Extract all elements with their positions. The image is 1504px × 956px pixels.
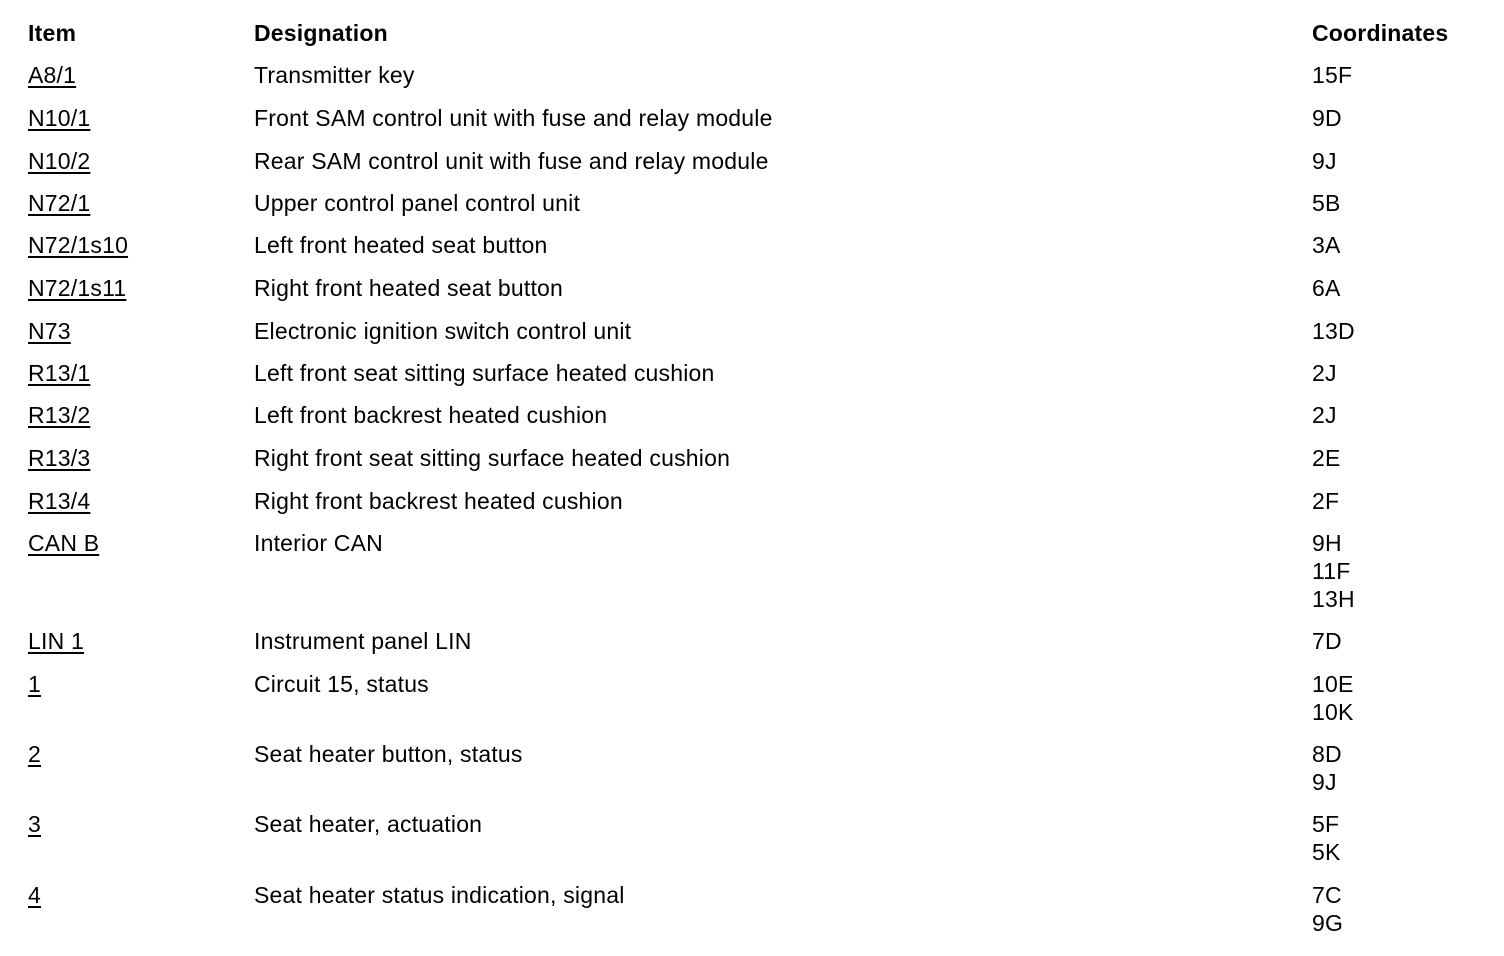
designation-text: Left front backrest heated cushion bbox=[254, 402, 608, 428]
coordinate-value: 10K bbox=[1312, 699, 1354, 725]
item-link-n10-1[interactable]: N10/1 bbox=[28, 105, 91, 131]
coordinate-value: 13D bbox=[1312, 318, 1355, 344]
table-row bbox=[0, 317, 1504, 357]
coordinates-cell bbox=[1312, 487, 1339, 515]
coordinate-value: 15F bbox=[1312, 62, 1353, 88]
coordinate-value: 2J bbox=[1312, 402, 1337, 428]
designation-text: Seat heater status indication, signal bbox=[254, 882, 625, 908]
item-link-n73[interactable]: N73 bbox=[28, 318, 71, 344]
item-link-3[interactable]: 3 bbox=[28, 811, 41, 837]
coordinate-value: 7D bbox=[1312, 628, 1342, 654]
item-link-lin-1[interactable]: LIN 1 bbox=[28, 628, 84, 654]
coordinates-cell bbox=[1312, 627, 1342, 655]
coordinate-value: 10E bbox=[1312, 671, 1354, 697]
coordinates-cell bbox=[1312, 529, 1355, 613]
designation-text: Seat heater button, status bbox=[254, 741, 523, 767]
coordinate-value: 3A bbox=[1312, 232, 1341, 258]
table-row bbox=[0, 444, 1504, 484]
header-coordinates: Coordinates bbox=[1312, 20, 1449, 46]
designation-text: Seat heater, actuation bbox=[254, 811, 483, 837]
coordinate-value: 11F bbox=[1312, 558, 1351, 584]
coordinates-cell bbox=[1312, 317, 1355, 345]
coordinate-value: 9J bbox=[1312, 148, 1337, 174]
designation-text: Electronic ignition switch control unit bbox=[254, 318, 632, 344]
coordinates-cell bbox=[1312, 274, 1341, 302]
designation-text: Rear SAM control unit with fuse and relay module bbox=[254, 148, 769, 174]
table-row bbox=[0, 359, 1504, 399]
table-row bbox=[0, 104, 1504, 144]
item-link-n72-1s11[interactable]: N72/1s11 bbox=[28, 275, 127, 301]
table-row bbox=[0, 231, 1504, 271]
coordinate-value: 2E bbox=[1312, 445, 1341, 471]
coordinate-value: 2F bbox=[1312, 488, 1340, 514]
coordinate-value: 6A bbox=[1312, 275, 1341, 301]
coordinates-cell bbox=[1312, 881, 1343, 937]
coordinates-cell bbox=[1312, 147, 1337, 175]
coordinate-value: 13H bbox=[1312, 586, 1355, 612]
coordinates-cell bbox=[1312, 810, 1341, 866]
item-link-n72-1s10[interactable]: N72/1s10 bbox=[28, 232, 129, 258]
coordinate-value: 9G bbox=[1312, 910, 1344, 936]
table-row bbox=[0, 189, 1504, 229]
coordinate-value: 9J bbox=[1312, 769, 1337, 795]
coordinates-cell bbox=[1312, 61, 1352, 89]
item-link-r13-3[interactable]: R13/3 bbox=[28, 445, 91, 471]
coordinate-value: 7C bbox=[1312, 882, 1342, 908]
designation-text: Front SAM control unit with fuse and relay module bbox=[254, 105, 773, 131]
designation-text: Right front backrest heated cushion bbox=[254, 488, 623, 514]
designation-text: Right front heated seat button bbox=[254, 275, 564, 301]
coordinates-cell bbox=[1312, 231, 1341, 259]
coordinate-value: 5F bbox=[1312, 811, 1340, 837]
designation-text: Right front seat sitting surface heated cushion bbox=[254, 445, 731, 471]
coordinates-cell bbox=[1312, 670, 1354, 726]
table-row bbox=[0, 670, 1504, 730]
table-row bbox=[0, 401, 1504, 441]
coordinates-cell bbox=[1312, 104, 1342, 132]
designation-text: Circuit 15, status bbox=[254, 671, 429, 697]
designation-text: Left front seat sitting surface heated cushion bbox=[254, 360, 715, 386]
table-row bbox=[0, 881, 1504, 941]
item-link-r13-2[interactable]: R13/2 bbox=[28, 402, 91, 428]
coordinates-cell bbox=[1312, 444, 1341, 472]
designation-text: Interior CAN bbox=[254, 530, 383, 556]
coordinate-value: 8D bbox=[1312, 741, 1342, 767]
table-row bbox=[0, 627, 1504, 667]
coordinate-value: 5K bbox=[1312, 839, 1341, 865]
item-link-4[interactable]: 4 bbox=[28, 882, 41, 908]
designation-text: Left front heated seat button bbox=[254, 232, 548, 258]
table-row bbox=[0, 810, 1504, 870]
coordinates-cell bbox=[1312, 359, 1337, 387]
item-link-n72-1[interactable]: N72/1 bbox=[28, 190, 91, 216]
coordinate-value: 2J bbox=[1312, 360, 1337, 386]
coordinate-value: 9H bbox=[1312, 530, 1342, 556]
coordinate-value: 9D bbox=[1312, 105, 1342, 131]
table-row bbox=[0, 529, 1504, 619]
item-link-r13-1[interactable]: R13/1 bbox=[28, 360, 91, 386]
designation-text: Instrument panel LIN bbox=[254, 628, 472, 654]
designation-text: Transmitter key bbox=[254, 62, 415, 88]
table-row bbox=[0, 274, 1504, 314]
table-header bbox=[0, 19, 1504, 59]
designation-text: Upper control panel control unit bbox=[254, 190, 581, 216]
header-item: Item bbox=[28, 20, 77, 46]
item-link-n10-2[interactable]: N10/2 bbox=[28, 148, 91, 174]
table-row bbox=[0, 61, 1504, 101]
table-row bbox=[0, 147, 1504, 187]
coordinates-cell bbox=[1312, 401, 1337, 429]
header-designation: Designation bbox=[254, 20, 388, 46]
item-link-1[interactable]: 1 bbox=[28, 671, 41, 697]
coordinates-cell bbox=[1312, 740, 1342, 796]
item-link-a8-1[interactable]: A8/1 bbox=[28, 62, 77, 88]
coordinate-value: 5B bbox=[1312, 190, 1341, 216]
table-row bbox=[0, 740, 1504, 800]
item-link-r13-4[interactable]: R13/4 bbox=[28, 488, 91, 514]
item-link-2[interactable]: 2 bbox=[28, 741, 41, 767]
table-row bbox=[0, 487, 1504, 527]
coordinates-cell bbox=[1312, 189, 1341, 217]
item-link-can-b[interactable]: CAN B bbox=[28, 530, 100, 556]
